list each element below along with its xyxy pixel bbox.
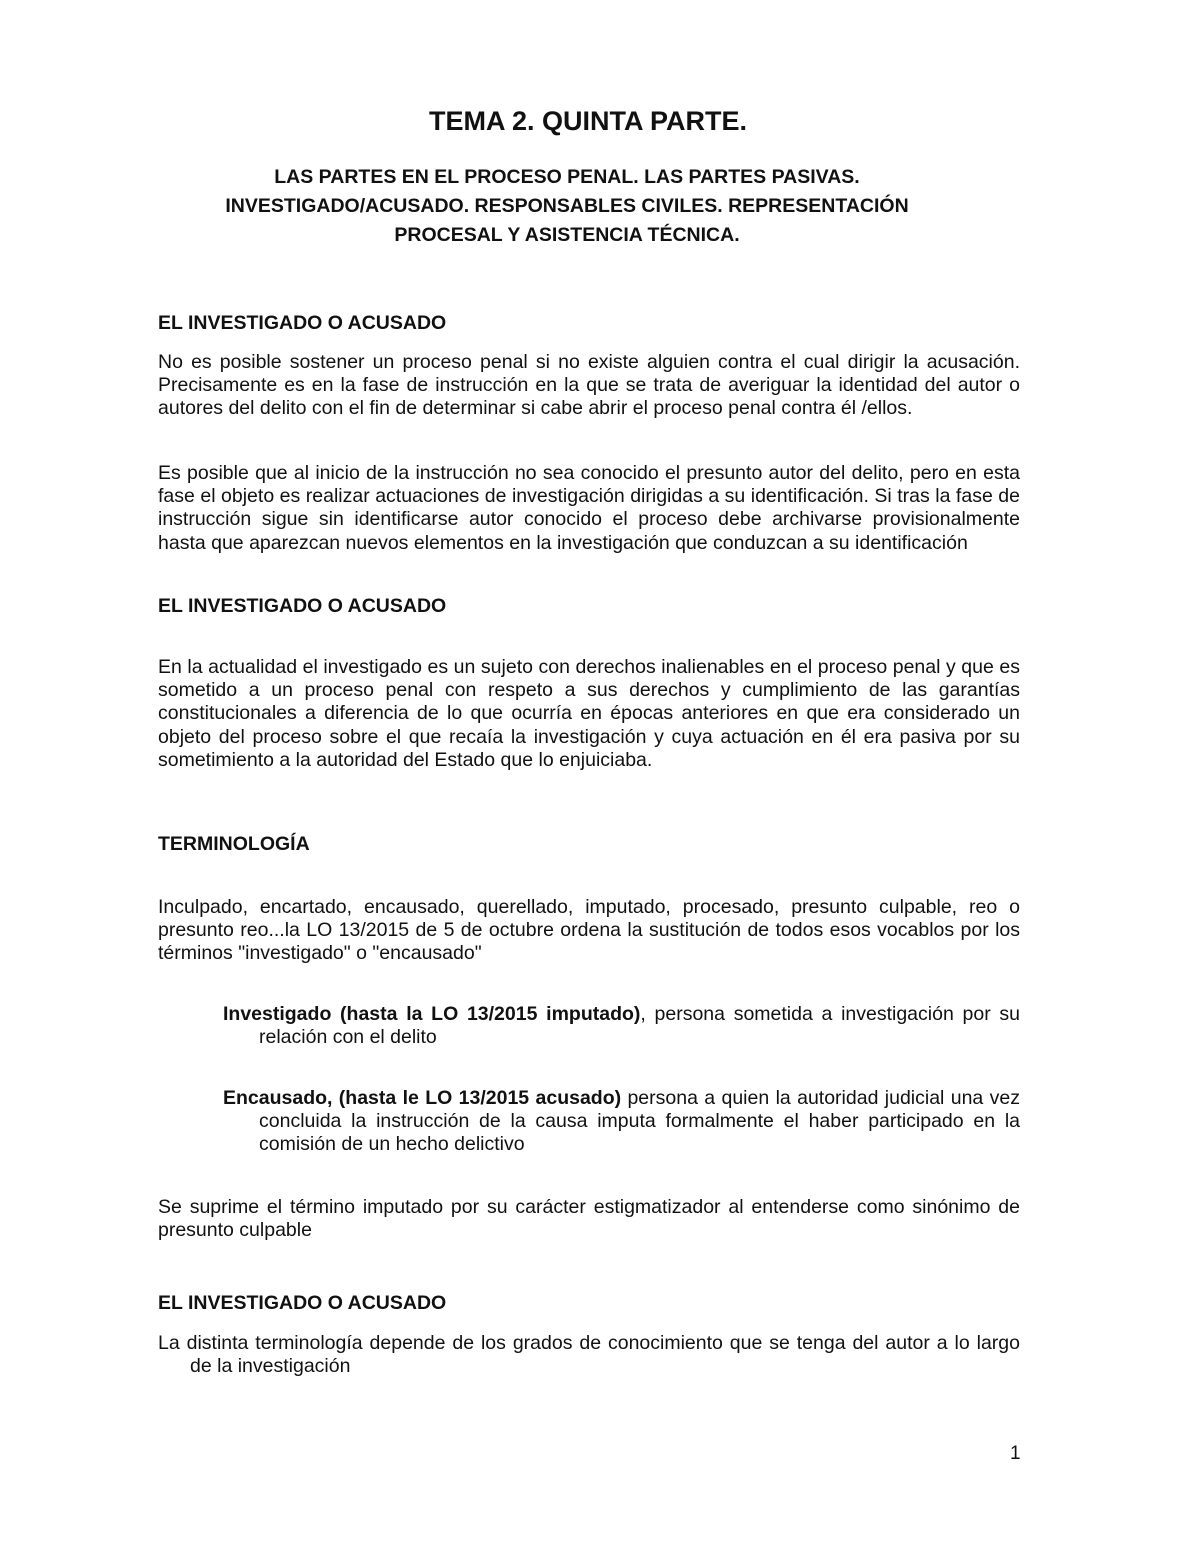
definition-term: Encausado, (hasta le LO 13/2015 acusado) — [223, 1087, 622, 1109]
definition-text: , persona sometida a investigación por su relación con el delito — [259, 1003, 1020, 1049]
subtitle-line: LAS PARTES EN EL PROCESO PENAL. LAS PARTES PASIVAS. — [274, 166, 860, 188]
body-paragraph: No es posible sostener un proceso penal si no existe alguien contra el cual dirigir la acusación. Precisamente es en la fase de instrucción en la que se trata de averiguar la identidad del autor o autores del delito con el fin de determinar si cabe abrir el proceso penal contra él /ellos. — [158, 351, 1020, 420]
page-number: 1 — [1010, 1443, 1021, 1464]
body-paragraph: La distinta terminología depende de los grados de conocimiento que se tenga del autor a lo largo de la investigación — [158, 1332, 1020, 1378]
subtitle-line: PROCESAL Y ASISTENCIA TÉCNICA. — [394, 224, 740, 246]
section-heading: EL INVESTIGADO O ACUSADO — [158, 595, 447, 617]
section-heading: EL INVESTIGADO O ACUSADO — [158, 1292, 447, 1314]
definition-text: persona a quien la autoridad judicial una vez concluida la instrucción de la causa imputa formalmente el haber participado en la comisión de un hecho delictivo — [259, 1087, 1020, 1156]
document-subtitle — [0, 163, 1134, 250]
definition-term: Investigado (hasta la LO 13/2015 imputado) — [223, 1003, 641, 1025]
section-heading: EL INVESTIGADO O ACUSADO — [158, 312, 447, 334]
definition-investigado — [223, 1003, 1020, 1049]
definition-encausado — [223, 1087, 1020, 1157]
body-paragraph: En la actualidad el investigado es un sujeto con derechos inalienables en el proceso penal y que es sometido a un proceso penal con respeto a sus derechos y cumplimiento de las garantías constitucionales a diferencia de lo que ocurría en épocas anteriores en que era considerado un objeto del proceso sobre el que recaía la investigación y cuya actuación en él era pasiva por su sometimiento a la autoridad del Estado que lo enjuiciaba. — [158, 656, 1020, 771]
document-title: TEMA 2. QUINTA PARTE. — [428, 106, 747, 136]
section-heading: TERMINOLOGÍA — [158, 833, 310, 855]
subtitle-line: INVESTIGADO/ACUSADO. RESPONSABLES CIVILES. REPRESENTACIÓN — [225, 195, 909, 217]
body-paragraph: Es posible que al inicio de la instrucción no sea conocido el presunto autor del delito, pero en esta fase el objeto es realizar actuaciones de investigación dirigidas a su identificación. Si tras la fase de instrucción sigue sin identificarse autor conocido el proceso debe archivarse provisionalmente hasta que aparezcan nuevos elementos en la investigación que conduzcan a su identificación — [158, 462, 1020, 554]
body-paragraph: Se suprime el término imputado por su carácter estigmatizador al entenderse como sinónimo de presunto culpable — [158, 1196, 1020, 1242]
body-paragraph: Inculpado, encartado, encausado, querellado, imputado, procesado, presunto culpable, reo o presunto reo...la LO 13/2015 de 5 de octubre ordena la sustitución de todos esos vocablos por los términos "investigado" o "encausado" — [158, 896, 1020, 965]
